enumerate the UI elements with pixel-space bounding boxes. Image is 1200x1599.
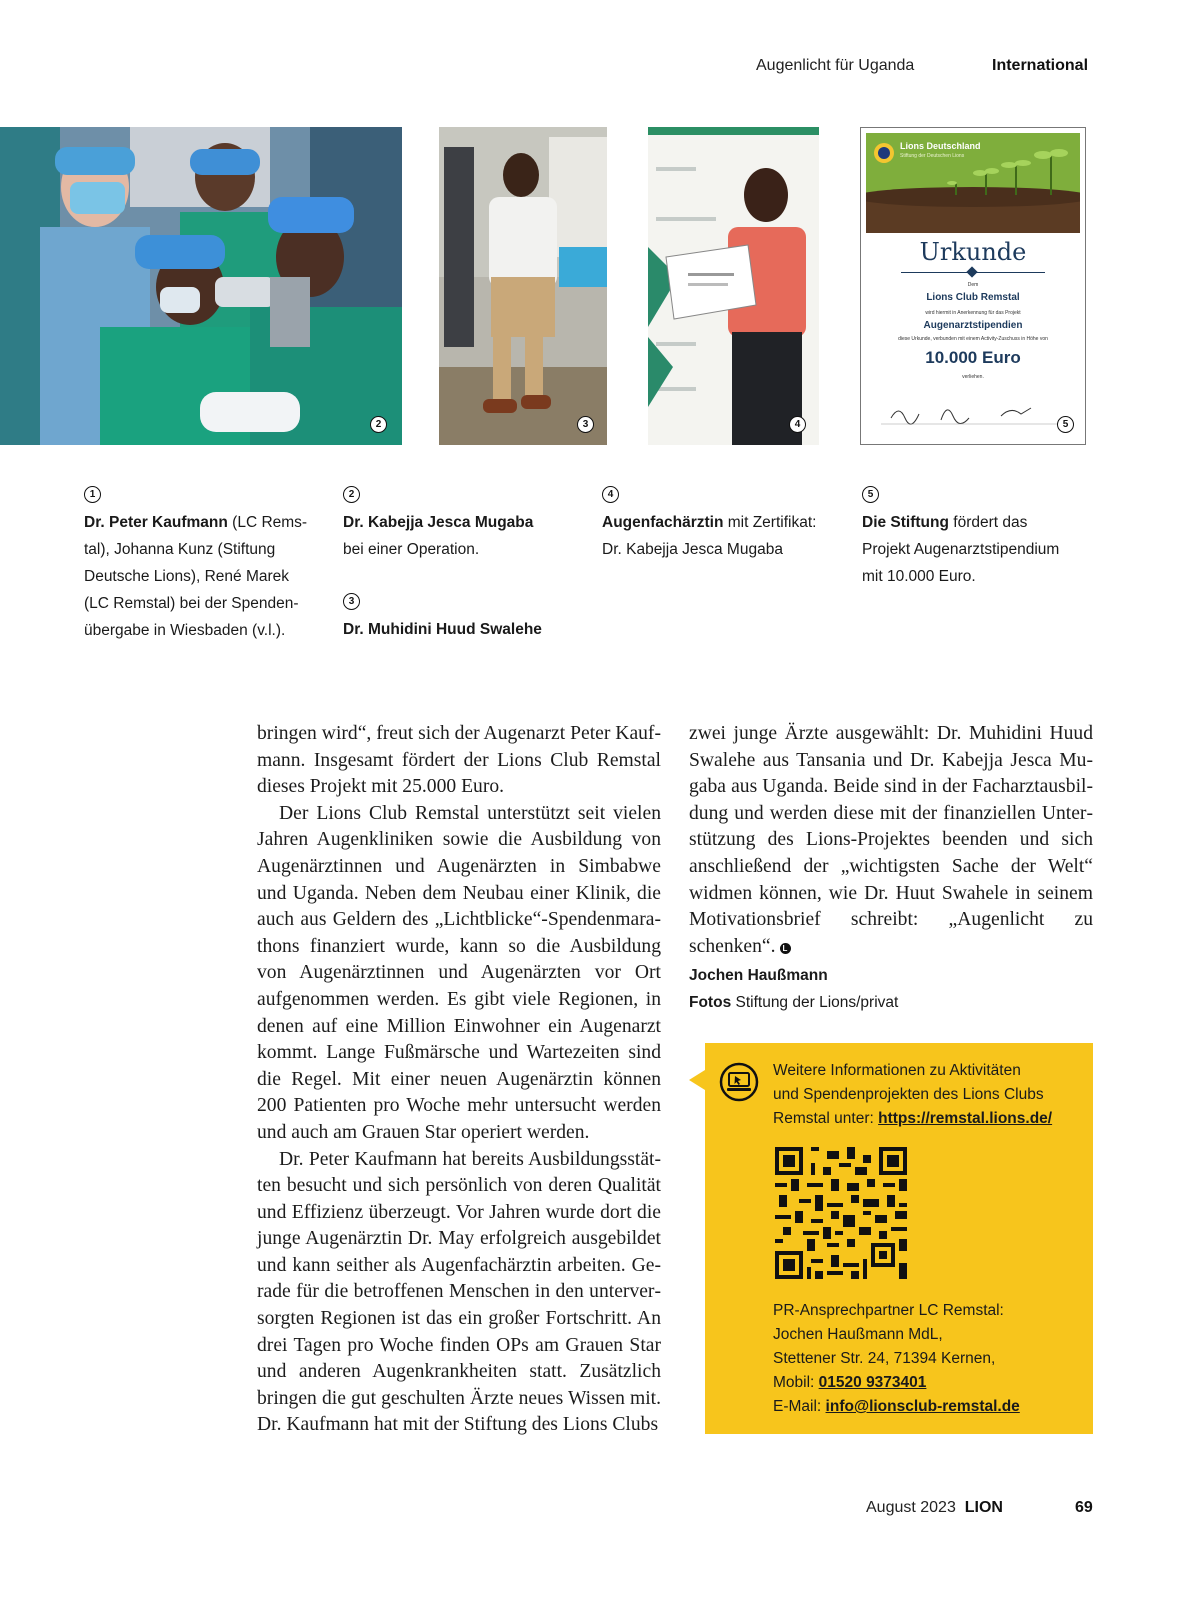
photo-doctor-seated: [439, 127, 607, 445]
certificate-brand-sub: Stiftung der Deutschen Lions: [900, 153, 965, 159]
computer-icon: [719, 1062, 759, 1102]
author-credits: [689, 962, 898, 1016]
website-link[interactable]: https://remstal.lions.de/: [878, 1110, 1053, 1127]
certificate-line2: diese Urkunde, verbunden mit einem Activity-Zuschuss in Höhe von: [898, 336, 1048, 342]
section-title: Augenlicht für Uganda: [756, 57, 915, 74]
author-name: Jochen Haußmann: [689, 967, 828, 984]
certificate-club: Lions Club Remstal: [926, 292, 1020, 303]
photo-operation: [0, 127, 402, 445]
certificate-verliehen: verliehen.: [962, 374, 984, 380]
photo-number-badge: 5: [1057, 416, 1074, 433]
end-mark-icon: L: [780, 943, 791, 954]
certificate-ornament: [966, 266, 977, 277]
certificate-dem: Dem: [967, 282, 979, 288]
paragraph: bringen wird“, freut sich der Augenarzt Peter Kaufmann. Insgesamt fördert der Lions Club Remstal dieses Projekt mit 25.000 Euro.: [257, 723, 661, 798]
certificate-project: Augenarztstipendien: [923, 320, 1023, 331]
contact-info: PR-Ansprechpartner LC Remstal: Jochen Haußmann MdL, Stettener Str. 24, 71394 Kernen, Mobil: 01520 9373401 E-Mail: info@lionsclub-remstal.de: [773, 1302, 1020, 1415]
paragraph: Dr. Peter Kaufmann hat bereits Ausbildungsstätten besucht und sich persönlich von deren Qualität und Effizienz überzeugt. Vor Jahren wurde dort die junge Augenärztin Dr. May erfolgreich ausgebildet und kann seither als Augenfachärztin arbeiten. Gerade für die betroffenen Menschen in den unterversorgten Regionen ist das ein großer Fortschritt. An drei Tagen pro Woche finden OPs am Grauen Star und anderen Augenkrankheiten statt. Zusätzlich bringen die gut geschulten Ärzte neues Wissen mit. Dr. Kaufmann hat mit der Stiftung des Lions Clubs: [257, 1148, 661, 1436]
caption-1: 1 Dr. Peter Kaufmann (LC Rems- tal), Johanna Kunz (Stiftung Deutsche Lions), René Marek (LC Remstal) bei der Spenden- übergabe in Wiesbaden (v.l.).: [84, 482, 324, 644]
certificate-title: Urkunde: [919, 238, 1027, 266]
caption-bold: Die Stiftung: [862, 514, 949, 531]
footer-issue: August 2023 LION: [866, 1499, 1003, 1516]
photo-number-badge: 2: [370, 416, 387, 433]
caption-2: 2 Dr. Kabejja Jesca Mugaba bei einer Operation.: [343, 482, 583, 563]
caption-bold: Augenfachärztin: [602, 514, 724, 531]
photo-number-badge: 3: [577, 416, 594, 433]
page-number: 69: [1075, 1499, 1093, 1516]
caption-3: [343, 589, 583, 643]
qr-code[interactable]: [775, 1147, 907, 1279]
paragraph: zwei junge Ärzte ausgewählt: Dr. Muhidini Huud Swalehe aus Tansania und Dr. Kabejja Jesca Mugaba aus Uganda. Beide sind in der Facharztausbildung und werden diese mit der finanziellen Unterstützung des Lions-Projektes beenden und sich anschließend der „wichtigsten Sache der Welt“ widmen können, wie Dr. Huut Swahele in seinem Motivationsbrief schreibt: „Augenlicht zu schenken“.: [689, 723, 1093, 957]
caption-number: 2: [343, 486, 360, 503]
certificate-line1: wird hiermit in Anerkennung für das Projekt: [925, 310, 1021, 316]
certificate-amount: 10.000 Euro: [925, 348, 1021, 367]
photos-credit: Stiftung der Lions/privat: [731, 994, 899, 1011]
photo-number-badge: 4: [789, 416, 806, 433]
caption-4: 4 Augenfachärztin mit Zertifikat: Dr. Kabejja Jesca Mugaba: [602, 482, 842, 563]
email-link[interactable]: info@lionsclub-remstal.de: [825, 1398, 1020, 1415]
article-column-left: [257, 721, 661, 1439]
photos-label: Fotos: [689, 994, 732, 1011]
caption-5: 5 Die Stiftung fördert das Projekt Augenarztstipendium mit 10.000 Euro.: [862, 482, 1102, 590]
caption-number: 1: [84, 486, 101, 503]
certificate-brand: Lions Deutschland: [900, 141, 981, 151]
caption-number: 3: [343, 593, 360, 610]
certificate-signatures: [881, 398, 1071, 428]
certificate-image: [860, 127, 1086, 445]
category-label: International: [992, 57, 1089, 74]
caption-number: 4: [602, 486, 619, 503]
caption-bold: Dr. Muhidini Huud Swalehe: [343, 621, 542, 638]
magazine-name: LION: [964, 1499, 1003, 1516]
article-column-right: [689, 721, 1093, 960]
caption-number: 5: [862, 486, 879, 503]
info-text: Weitere Informationen zu Aktivitäten und Spendenprojekten des Lions Clubs Remstal unter: https://remstal.lions.de/: [773, 1062, 1053, 1127]
phone-link[interactable]: 01520 9373401: [818, 1374, 927, 1391]
caption-bold: Dr. Peter Kaufmann: [84, 514, 228, 531]
certificate-banner: [866, 133, 1080, 233]
paragraph: Der Lions Club Remstal unterstützt seit vielen Jahren Augenkliniken sowie die Ausbildung von Augenärztinnen und Augenärzten in Simbabwe und Uganda. Neben dem Neubau einer Klinik, die auch aus Geldern des „Lichtblicke“-Spendenmarathons finanziert wurde, kann so die Ausbildung von Augenärztinnen und Augenärzten vor Ort aufgenommen werden. Es gibt viele Regionen, in denen auf eine Million Einwohner ein Augenarzt kommt. Lange Fußmärsche und Wartezeiten sind die Regel. Mit einer neuen Augenärztin können 200 Patienten pro Woche mehr untersucht werden und auch am Grauen Star operiert werden.: [257, 802, 661, 1143]
caption-bold: Dr. Kabejja Jesca Mugaba: [343, 514, 534, 531]
photo-doctor-certificate: [648, 127, 819, 445]
infobox-pointer: [689, 1070, 705, 1090]
